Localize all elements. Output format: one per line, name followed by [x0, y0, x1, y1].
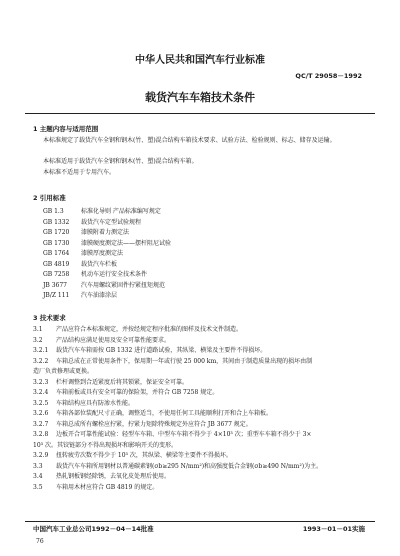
clause-text: 产品结构应满足使用及安全可靠性能要求。: [56, 336, 171, 344]
clause-number: 3.2.6: [33, 410, 49, 417]
clause-item: [33, 325, 242, 336]
clause-number: 3.2: [33, 336, 43, 344]
clause-number: 3.5: [33, 483, 43, 491]
reference-title: 载货汽车定型试验规程: [81, 218, 142, 226]
reference-code: JB 3677: [43, 281, 67, 289]
section-2-heading: 2 引用标准: [33, 194, 66, 202]
section-1-heading: 1 主题内容与适用范围: [33, 125, 99, 133]
clause-item: [33, 472, 170, 483]
reference-code: GB 7258: [43, 271, 70, 278]
clause-number: 3.2.5: [33, 399, 49, 407]
clause-text: 栏杆调整到合适紧度后将其锁紧，保证安全可靠。: [56, 378, 189, 386]
clause-text: 车箱用木材应符合 GB 4819 的规定。: [56, 483, 159, 491]
reference-code: GB 4819: [43, 260, 70, 268]
reference-item: [43, 248, 123, 257]
clause-text: 载货汽车车箱所用钢材以普通碳素钢(σb≥295 N/mm²)和高强度低合金钢(σb≥490 N/mm²)为主。: [56, 462, 323, 470]
clause-text: 边板开合可靠性能试验：轻型车车箱、中型车车箱不得少于 4×10³ 次；重型车车箱不得少于 3×: [56, 431, 312, 438]
reference-code: GB 1730: [43, 239, 70, 247]
clause-item: [33, 346, 266, 357]
clause-number: 3.2.8: [33, 431, 49, 438]
clause-text: 车箱各部位装配尺寸正确，调整适当，不使用任何工具能顺利打开和合上车箱板。: [56, 410, 273, 417]
clause-number: 3.2.4: [33, 389, 49, 396]
reference-code: GB 1720: [43, 229, 70, 236]
clause-text: 扭转疲劳次数不得少于 10³ 次，其纵梁、横梁等主要件不得损坏。: [56, 452, 232, 459]
reference-item: [43, 217, 141, 226]
reference-code: GB 1332: [43, 218, 70, 226]
approval-line: 中国汽车工业总公司1992－04－14批准: [33, 525, 154, 533]
clause-text: 车箱前板或具有安全可靠的保险架，并符合 GB 7258 规定。: [56, 389, 219, 396]
clause-item: [33, 357, 312, 368]
reference-title: 漆膜硬度测定法——摆杆阻尼试验: [81, 239, 172, 247]
org-title: 中华人民共和国汽车行业标准: [135, 55, 265, 66]
standard-code: QC/T 29058－1992: [295, 72, 362, 80]
header-rule: [25, 113, 375, 114]
reference-title: 标准化导则 产品标准编写规定: [81, 208, 161, 215]
implementation-date: 1993－01－01实施: [302, 525, 365, 533]
reference-item: [43, 280, 165, 289]
reference-title: 机动车运行安全技术条件: [81, 271, 148, 278]
clause-continuation: 10³ 次。其铰链部分不得出现损坏和影响开关的变形。: [33, 441, 177, 449]
reference-title: 汽车油漆涂层: [81, 292, 118, 299]
clause-number: 3.2.7: [33, 420, 49, 428]
reference-code: GB 1764: [43, 250, 70, 257]
reference-item: [43, 269, 147, 278]
clause-item: [33, 451, 232, 462]
clause-item: [33, 388, 218, 399]
clause-item: [33, 378, 188, 389]
reference-item: [43, 259, 117, 268]
reference-code: GB 1.3: [43, 208, 64, 215]
section-3-heading: 3 技术要求: [33, 314, 66, 322]
clause-number: 3.3: [33, 462, 43, 470]
reference-item: [43, 227, 129, 236]
reference-title: 漆膜厚度测定法: [81, 250, 124, 257]
reference-item: [43, 206, 161, 215]
clause-item: [33, 409, 272, 420]
clause-item: [33, 430, 311, 441]
section-1-paragraph-3: 本标准不适用于专用汽车。: [43, 169, 116, 176]
reference-title: 漆膜附着力测定法: [81, 229, 130, 236]
clause-text: 车箱总成所有螺栓应拧紧，拧紧力矩除特殊规定外应符合 JB 3677 规定。: [56, 420, 252, 428]
clause-number: 3.2.3: [33, 378, 49, 386]
reference-code: JB/Z 111: [43, 292, 70, 299]
clause-text: 热轧钢板钢经除锈，去氧化皮处理后使用。: [56, 473, 171, 480]
reference-title: 载货汽车栏板: [81, 260, 118, 268]
footer-rule: [25, 521, 375, 522]
clause-item: [33, 483, 158, 494]
clause-number: 3.2.2: [33, 357, 49, 365]
clause-item: [33, 336, 170, 347]
document-title: 载货汽车车箱技术条件: [145, 91, 255, 104]
clause-item: [33, 420, 252, 431]
clause-text: 产品应符合本标准规定，并按经规定程序批准的图样及技术文件制造。: [56, 326, 243, 333]
reference-item: [43, 238, 171, 247]
reference-title: 汽车用螺纹紧固件拧紧扭矩规范: [81, 281, 166, 289]
clause-item: [33, 462, 322, 473]
clause-text: 车箱结构应具有防渗水性能。: [56, 399, 135, 407]
reference-item: [43, 290, 117, 299]
clause-item: [33, 399, 134, 410]
clause-text: 车箱总成在正常使用条件下，保用期一年或行驶 25 000 km，其间由于制造质量出现的损坏由制: [56, 357, 313, 365]
clause-text: 载货汽车车箱需按 GB 1332 进行道路试验，其纵梁、横梁及主要件不得损坏。: [56, 347, 267, 354]
clause-number: 3.4: [33, 473, 43, 480]
clause-number: 3.1: [33, 326, 43, 333]
section-1-paragraph-1: 本标准规定了载货汽车全钢和钢木(竹、塑)混合结构车箱技术要求、试验方法、检验规则、标志、储存及运输。: [43, 137, 336, 144]
section-1-paragraph-2: 本标准适用于载货汽车全钢和钢木(竹、塑)混合结构车箱。: [43, 158, 198, 165]
clause-number: 3.2.1: [33, 347, 49, 354]
clause-number: 3.2.9: [33, 452, 49, 459]
page-number: 76: [36, 538, 44, 545]
clause-continuation: 造厂负责修理或更换。: [33, 368, 94, 375]
